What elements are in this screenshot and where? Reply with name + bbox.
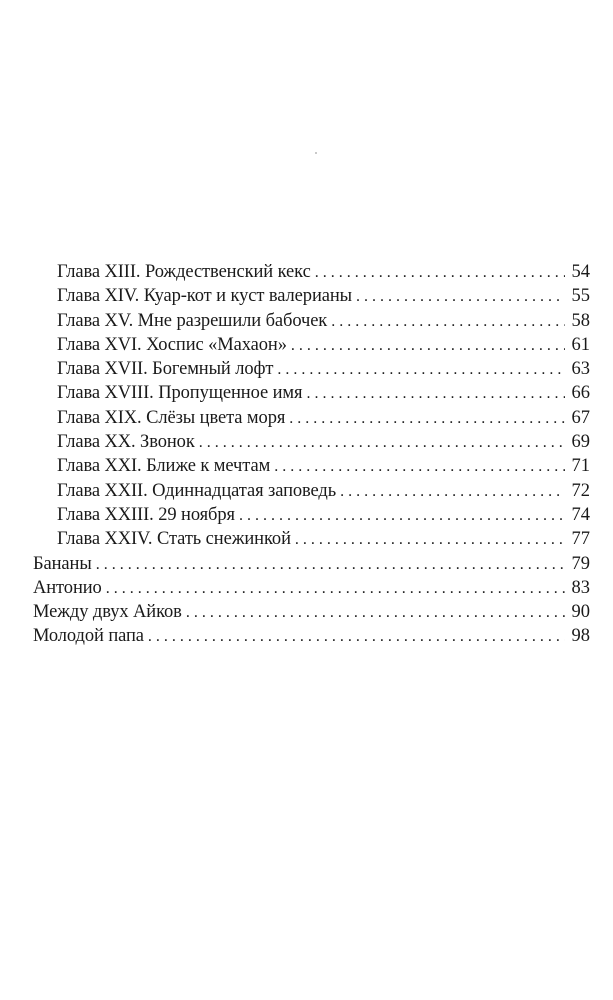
toc-entry-page: 98 — [571, 626, 590, 647]
toc-entry-title: Молодой папа — [33, 626, 144, 647]
toc-entry-page: 54 — [571, 262, 590, 282]
toc-entry[interactable] — [33, 576, 590, 600]
toc-entry-title: Глава XX. Звонок — [57, 432, 195, 453]
dot-leader — [295, 528, 565, 552]
toc-entry-page: 58 — [571, 310, 590, 331]
dot-leader — [186, 601, 565, 625]
toc-entry-title: Глава XVII. Богемный лофт — [57, 359, 274, 380]
toc-entry[interactable] — [33, 357, 590, 381]
toc-entry[interactable] — [33, 527, 590, 551]
toc-entry[interactable] — [33, 309, 590, 333]
toc-entry-title: Глава XVIII. Пропущенное имя — [57, 383, 303, 404]
dot-leader — [106, 577, 565, 601]
dot-leader — [239, 504, 565, 528]
toc-entry-page: 79 — [571, 553, 590, 574]
toc-entry-page: 61 — [571, 334, 590, 355]
toc-entry-title: Бананы — [33, 553, 92, 574]
toc-entry-title: Глава XXI. Ближе к мечтам — [57, 456, 271, 477]
toc-entry-page: 66 — [571, 383, 590, 404]
toc-entry-title: Глава XIX. Слёзы цвета моря — [57, 407, 286, 428]
toc-entry[interactable] — [33, 503, 590, 527]
stray-dot — [315, 152, 317, 154]
toc-entry-page: 90 — [571, 602, 590, 623]
dot-leader — [148, 625, 565, 649]
toc-entry-title: Глава XXIII. 29 ноября — [57, 504, 235, 525]
toc-entry-title: Глава XIV. Куар-кот и куст валерианы — [57, 286, 352, 307]
table-of-contents — [33, 260, 590, 649]
toc-entry[interactable] — [33, 260, 590, 284]
dot-leader — [331, 310, 565, 334]
toc-entry[interactable] — [33, 600, 590, 624]
toc-entry-page: 67 — [571, 407, 590, 428]
dot-leader — [356, 285, 565, 309]
toc-entry-title: Глава XV. Мне разрешили бабочек — [57, 310, 328, 331]
dot-leader — [199, 431, 565, 455]
toc-entry-title: Глава XVI. Хоспис «Махаон» — [57, 334, 287, 355]
toc-entry-title: Глава XXIV. Стать снежинкой — [57, 529, 291, 550]
toc-entry[interactable] — [33, 284, 590, 308]
dot-leader — [277, 358, 565, 382]
dot-leader — [315, 261, 565, 285]
toc-entry-page: 69 — [571, 432, 590, 453]
toc-entry[interactable] — [33, 430, 590, 454]
dot-leader — [274, 455, 565, 479]
toc-entry-page: 77 — [571, 529, 590, 550]
toc-entry-page: 63 — [571, 359, 590, 380]
dot-leader — [289, 407, 565, 431]
toc-entry-title: Глава XIII. Рождественский кекс — [57, 262, 311, 282]
toc-entry[interactable] — [33, 381, 590, 405]
dot-leader — [340, 480, 565, 504]
toc-entry-page: 74 — [571, 504, 590, 525]
toc-entry[interactable] — [33, 624, 590, 648]
dot-leader — [96, 553, 565, 577]
toc-entry-page: 83 — [571, 577, 590, 598]
dot-leader — [291, 334, 565, 358]
toc-entry[interactable] — [33, 333, 590, 357]
toc-entry-page: 71 — [571, 456, 590, 477]
toc-entry[interactable] — [33, 552, 590, 576]
toc-entry[interactable] — [33, 479, 590, 503]
dot-leader — [306, 382, 565, 406]
toc-entry-title: Антонио — [33, 577, 102, 598]
toc-entry-title: Глава XXII. Одиннадцатая заповедь — [57, 480, 337, 501]
toc-entry-page: 72 — [571, 480, 590, 501]
toc-entry[interactable] — [33, 406, 590, 430]
toc-entry-page: 55 — [571, 286, 590, 307]
toc-entry-title: Между двух Айков — [33, 602, 182, 623]
toc-entry[interactable] — [33, 454, 590, 478]
